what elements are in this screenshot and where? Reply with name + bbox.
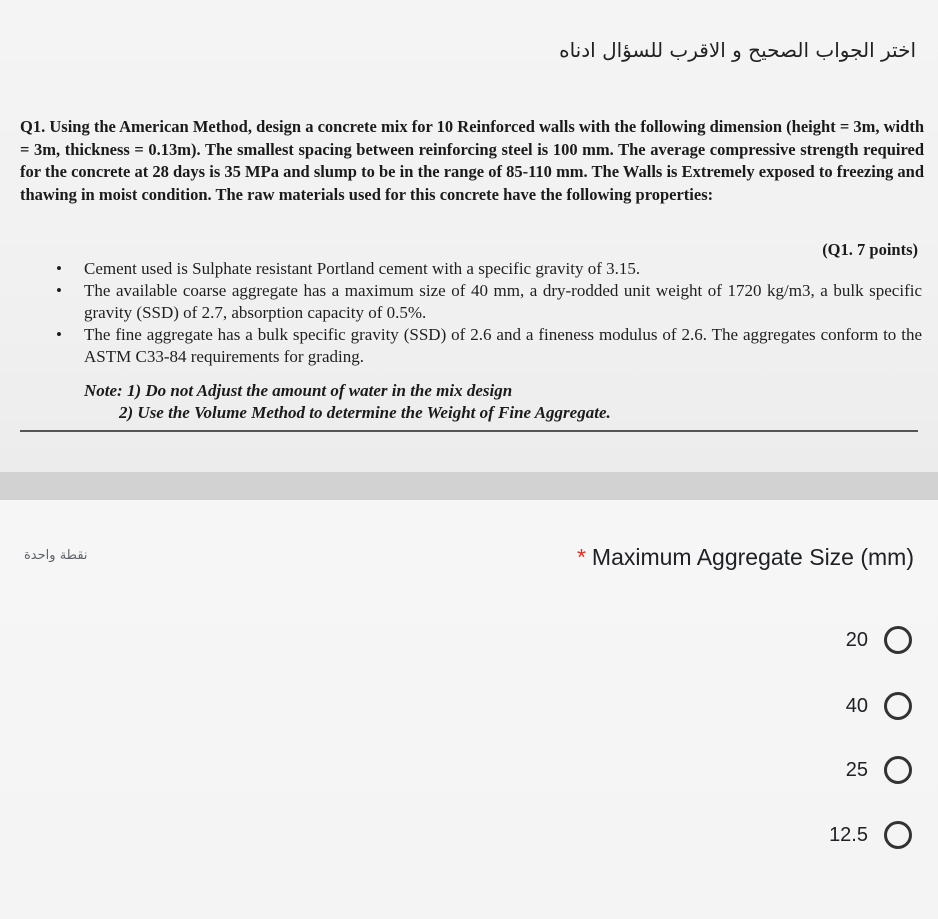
- notes: [84, 380, 924, 424]
- bullet-icon: •: [56, 281, 62, 300]
- required-marker: *: [576, 544, 586, 570]
- option-label: 12.5: [829, 823, 868, 846]
- points-label: نقطة واحدة: [24, 548, 88, 563]
- list-item: [56, 258, 922, 280]
- note-2: 2) Use the Volume Method to determine the Weight of Fine Aggregate.: [119, 403, 611, 422]
- option-label: 20: [845, 628, 868, 651]
- bullet-icon: •: [56, 259, 62, 278]
- divider: [20, 430, 918, 432]
- question-points: (Q1. 7 points): [822, 240, 918, 259]
- option-25[interactable]: [846, 754, 912, 786]
- option-label: 40: [845, 694, 868, 717]
- bullet-icon: •: [56, 325, 62, 344]
- bullet-text: The fine aggregate has a bulk specific gravity (SSD) of 2.6 and a fineness modulus of 2.6. The aggregates conform to the ASTM C33-84 requirements for grading.: [84, 325, 922, 366]
- radio-button-icon[interactable]: [884, 626, 912, 654]
- bullet-text: Cement used is Sulphate resistant Portland cement with a specific gravity of 3.15.: [84, 259, 641, 278]
- bullet-text: The available coarse aggregate has a maximum size of 40 mm, a dry-rodded unit weight of 1720 kg/m3, a bulk specific gravity (SSD) of 2.7, absorption capacity of 0.5%.: [84, 281, 922, 322]
- note-1: Note: 1) Do not Adjust the amount of water in the mix design: [84, 381, 513, 400]
- option-40[interactable]: [846, 690, 912, 722]
- radio-button-icon[interactable]: [884, 821, 912, 849]
- question-title-text: Maximum Aggregate Size (mm): [591, 544, 914, 570]
- option-12-5[interactable]: [829, 819, 912, 851]
- list-item: [56, 324, 922, 368]
- question-text: Q1. Using the American Method, design a concrete mix for 10 Reinforced walls with the following dimension (height = 3m, width = 3m, thickness = 0.13m). The smallest spacing between reinforcing steel is 100 mm. The average compressive strength required for the concrete at 28 days is 35 MPa and slump to be in the range of 85-110 mm. The Walls is Extremely exposed to freezing and thawing in moist condition. The raw materials used for this concrete have the following properties:: [20, 117, 924, 204]
- option-20[interactable]: [846, 624, 912, 656]
- question-title: [577, 544, 914, 571]
- arabic-instruction: اختر الجواب الصحيح و الاقرب للسؤال ادناه: [559, 38, 916, 62]
- radio-button-icon[interactable]: [884, 756, 912, 784]
- properties-list: [56, 258, 922, 368]
- radio-button-icon[interactable]: [884, 692, 912, 720]
- list-item: [56, 280, 922, 324]
- option-label: 25: [845, 758, 868, 781]
- section-separator: [0, 472, 938, 500]
